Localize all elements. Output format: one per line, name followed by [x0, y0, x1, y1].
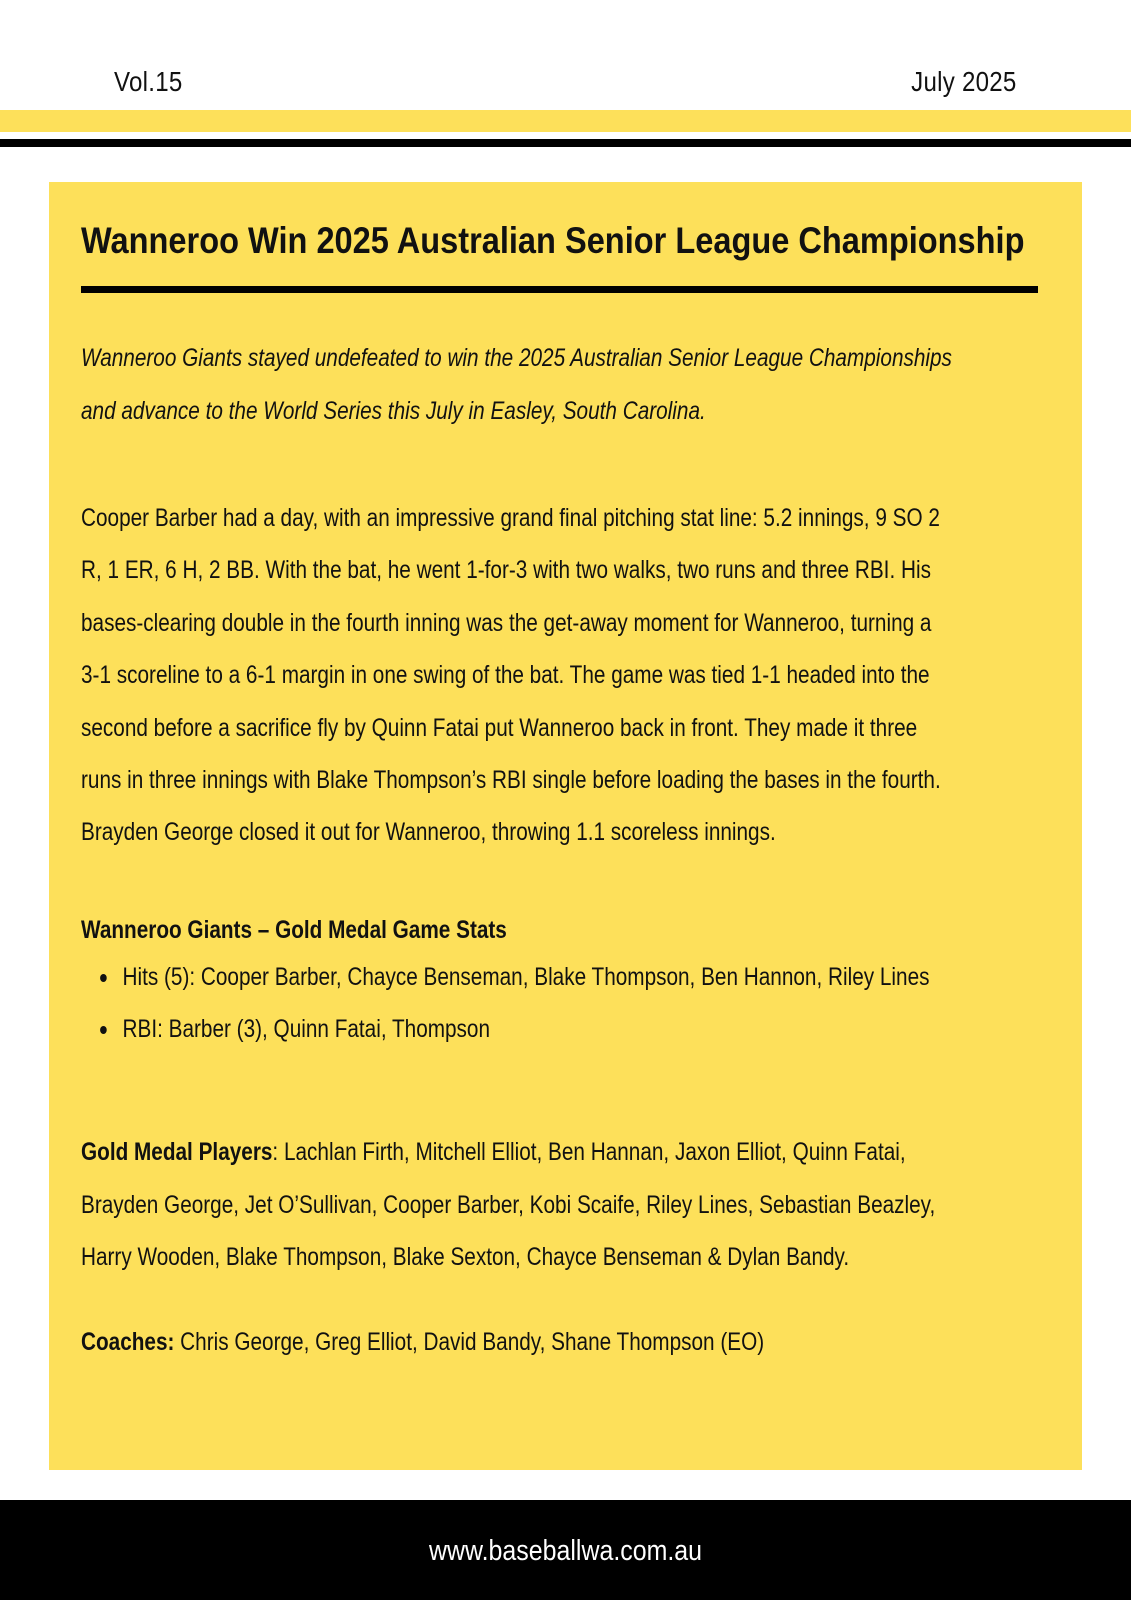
issue-date: July 2025 [911, 66, 1017, 97]
article-panel [49, 182, 1082, 1470]
body-line: second before a sacrifice fly by Quinn Fatai put Wanneroo back in front. They made it three [81, 713, 918, 742]
intro-line: Wanneroo Giants stayed undefeated to win the 2025 Australian Senior League Championships [81, 344, 952, 372]
article-intro [81, 332, 952, 437]
players-text: : Lachlan Firth, Mitchell Elliot, Ben Hannan, Jaxon Elliot, Quinn Fatai, [272, 1138, 906, 1166]
page-footer [0, 1500, 1131, 1600]
stats-heading: Wanneroo Giants – Gold Medal Game Stats [81, 916, 507, 944]
article-body [81, 492, 941, 859]
headline-divider [81, 286, 1038, 293]
body-line: bases-clearing double in the fourth inning was the get-away moment for Wanneroo, turning a [81, 608, 932, 637]
players-line [81, 1126, 935, 1179]
header-yellow-stripe [0, 110, 1131, 132]
body-line: runs in three innings with Blake Thompson’s RBI single before loading the bases in the fourth. [81, 766, 941, 795]
coaches [81, 1322, 764, 1362]
body-line: 3-1 scoreline to a 6-1 margin in one swing of the bat. The game was tied 1-1 headed into the [81, 661, 930, 690]
intro-line: and advance to the World Series this July in Easley, South Carolina. [81, 396, 706, 425]
volume-number: Vol.15 [114, 66, 183, 97]
gold-medal-players [81, 1126, 935, 1284]
article-headline: Wanneroo Win 2025 Australian Senior League Championship [81, 220, 1025, 261]
players-label: Gold Medal Players [81, 1138, 273, 1166]
bullet-icon [100, 1026, 107, 1034]
header-black-stripe [0, 139, 1131, 147]
coaches-label: Coaches: [81, 1328, 175, 1356]
players-line: Harry Wooden, Blake Thompson, Blake Sexton, Chayce Benseman & Dylan Bandy. [81, 1243, 850, 1271]
body-line: R, 1 ER, 6 H, 2 BB. With the bat, he went 1-for-3 with two walks, two runs and three RBI. His [81, 556, 931, 585]
coaches-text: Chris George, Greg Elliot, David Bandy, Shane Thompson (EO) [174, 1328, 765, 1356]
body-line: Brayden George closed it out for Wanneroo, throwing 1.1 scoreless innings. [81, 818, 776, 847]
website-link[interactable]: www.baseballwa.com.au [428, 1535, 703, 1567]
stats-hits: Hits (5): Cooper Barber, Chayce Benseman, Blake Thompson, Ben Hannon, Riley Lines [122, 963, 930, 991]
bullet-icon [100, 974, 107, 982]
players-line: Brayden George, Jet O’Sullivan, Cooper Barber, Kobi Scaife, Riley Lines, Sebastian Beazley, [81, 1190, 936, 1219]
body-line: Cooper Barber had a day, with an impressive grand final pitching stat line: 5.2 innings, 9 SO 2 [81, 504, 940, 532]
page-header [0, 66, 1131, 106]
stats-rbi: RBI: Barber (3), Quinn Fatai, Thompson [122, 1015, 491, 1043]
